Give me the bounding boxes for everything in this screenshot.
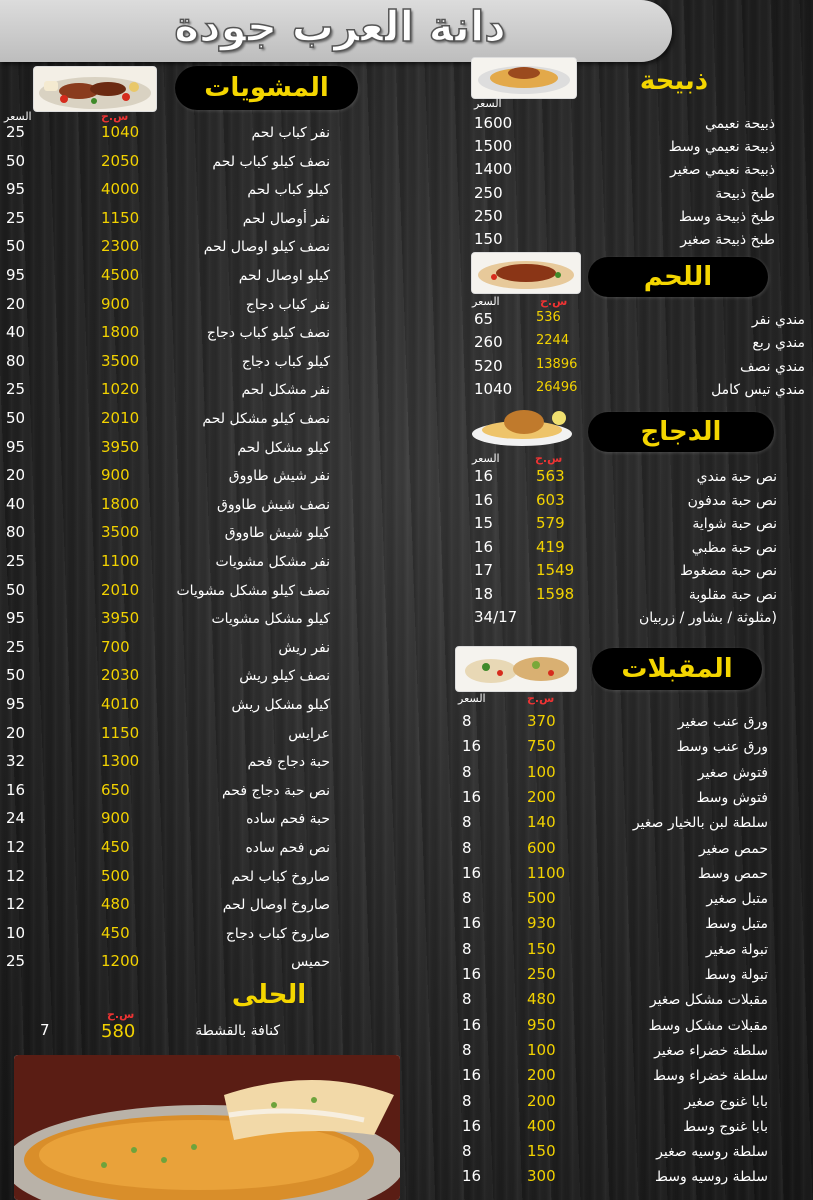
grills-item-price: 480	[101, 895, 130, 914]
grills-item-price: 500	[101, 866, 130, 885]
grills-item-name: حبة دجاج فحم	[247, 754, 330, 771]
slaughter-item	[0, 114, 813, 140]
meat-rate-header: السعر	[472, 295, 500, 308]
appetizers-item	[0, 1066, 813, 1092]
chicken-item-price: 419	[536, 537, 565, 556]
grills-item-price: 450	[101, 923, 130, 942]
appetizers-item-price: 100	[527, 1040, 556, 1059]
appetizers-item-name: ورق عنب وسط	[676, 739, 768, 756]
appetizers-item-price: 300	[527, 1167, 556, 1186]
appetizers-item-price: 140	[527, 813, 556, 832]
appetizers-item	[0, 965, 813, 991]
meat-item-rate: 520	[474, 356, 503, 375]
appetizers-item-rate: 8	[462, 712, 472, 730]
slaughter-rate-header: السعر	[474, 97, 502, 110]
appetizers-item-name: سلطة خضراء صغير	[654, 1042, 768, 1059]
grills-item-price: 1150	[101, 723, 140, 742]
sweets-heading: الحلى	[231, 980, 307, 1010]
chicken-item-rate: 16	[474, 467, 494, 485]
chicken-item	[0, 491, 813, 517]
grills-item-name: نفر كباب لحم	[251, 125, 330, 141]
appetizers-item-price: 950	[527, 1015, 556, 1034]
appetizers-item-rate: 16	[462, 787, 482, 806]
appetizers-item	[0, 1016, 813, 1042]
grills-item-name: كيلو مشكل مشويات	[211, 611, 330, 628]
appetizers-item-price: 150	[527, 1142, 556, 1161]
grills-item-name: نصف كيلو مشكل مشويات	[176, 582, 330, 599]
chicken-item-price: 563	[536, 467, 565, 485]
slaughter-item-name: طبخ ذبيحة صغير	[680, 232, 775, 248]
chicken-item-price: 603	[536, 490, 565, 509]
grills-item-name: كيلو مشكل لحم	[237, 439, 330, 456]
slaughter-item	[0, 137, 813, 163]
grills-item-price: 4010	[101, 695, 140, 713]
grills-item-rate: 20	[6, 466, 26, 485]
appetizers-item	[0, 763, 813, 789]
grills-item-rate: 95	[6, 695, 26, 713]
appetizers-item-rate: 8	[462, 939, 472, 958]
chicken-item	[0, 514, 813, 540]
appetizers-item-rate: 16	[462, 1066, 482, 1085]
grills-item-name: نصف شيش طاووق	[216, 496, 330, 513]
chicken-photo	[469, 404, 575, 448]
chicken-item	[0, 467, 813, 493]
chicken-item	[0, 561, 813, 587]
appetizers-item-price: 930	[527, 914, 556, 933]
appetizers-item	[0, 1142, 813, 1168]
grills-item-name: نصف كيلو مشكل لحم	[202, 411, 330, 427]
slaughter-item-name: ذبيحة نعيمي صغير	[669, 162, 775, 179]
meat-item-name: مندي تيس كامل	[711, 381, 805, 398]
restaurant-title: دانة العرب جودة	[174, 2, 506, 51]
meat-item	[0, 333, 813, 359]
appetizers-item-rate: 16	[462, 737, 482, 756]
appetizers-item-rate: 16	[462, 1116, 482, 1135]
appetizers-item-rate: 8	[462, 813, 472, 832]
grills-item-price: 2010	[101, 580, 140, 599]
appetizers-item-price: 100	[527, 762, 556, 781]
grills-item-rate: 95	[6, 609, 26, 628]
chicken-item-name: نص حبة مندي	[696, 469, 777, 485]
grills-item-name: نفر شيش طاووق	[228, 468, 330, 485]
grill-platter-photo	[33, 66, 157, 112]
chicken-item	[0, 582, 813, 611]
grills-item-rate: 50	[6, 666, 26, 685]
grills-item-name: صاروخ كباب لحم	[231, 868, 330, 885]
chicken-item-price: 1598	[536, 584, 575, 603]
chicken-item-name: نص حبة شواية	[692, 516, 777, 532]
appetizers-item	[0, 1117, 813, 1143]
appetizers-item-name: فتوش وسط	[696, 789, 768, 806]
appetizers-item-rate: 8	[462, 990, 472, 1009]
grills-item-name: نفر ريش	[278, 639, 330, 656]
grills-item-name: كيلو شيش طاووق	[224, 525, 330, 542]
appetizers-item-price: 1100	[527, 863, 566, 882]
appetizers-photo	[455, 646, 577, 692]
grills-item-name: كيلو كباب لحم	[247, 182, 330, 199]
chicken-item-name: نص حبة مظبي	[691, 539, 777, 556]
grills-item-price: 4500	[101, 266, 140, 284]
appetizers-item-name: فتوش صغير	[697, 764, 768, 781]
meat-item	[0, 380, 813, 406]
grills-rate-header: السعر	[4, 110, 32, 123]
grills-item-name: نفر أوصال لحم	[242, 210, 330, 227]
appetizers-item-rate: 16	[462, 965, 482, 983]
grills-item-rate: 20	[6, 294, 26, 313]
grills-item-name: كيلو اوصال لحم	[238, 268, 330, 284]
slaughter-item-price: 1600	[474, 114, 513, 132]
appetizers-item	[0, 1092, 813, 1118]
meat-item-rate: 1040	[474, 379, 513, 398]
grills-item-price: 650	[101, 780, 130, 799]
grills-item-price: 900	[101, 466, 130, 485]
appetizers-item-rate: 16	[462, 863, 482, 882]
grills-item-rate: 50	[6, 409, 26, 427]
appetizers-item-name: سلطة خضراء وسط	[652, 1068, 768, 1085]
grills-item-name: نفر كباب دجاج	[245, 296, 330, 313]
meat-item-price: 2244	[536, 333, 570, 349]
grills-item-name: كيلو مشكل ريش	[231, 697, 330, 713]
appetizers-rate-header: السعر	[458, 692, 486, 705]
grills-item-rate: 25	[6, 208, 26, 227]
meat-item-price: 13896	[536, 356, 578, 372]
grills-item-name: نص فحم ساده	[245, 840, 330, 856]
appetizers-item-price: 500	[527, 889, 556, 908]
grills-item-rate: 80	[6, 523, 26, 542]
appetizers-item-rate: 8	[462, 1040, 472, 1059]
grills-item-price: 1800	[101, 494, 140, 513]
grills-item-rate: 40	[6, 494, 26, 513]
appetizers-item-name: متبل صغير	[706, 891, 768, 908]
grills-item-price: 1100	[101, 552, 140, 570]
grills-item-price: 1150	[101, 208, 140, 227]
grills-item-name: نص حبة دجاج فحم	[221, 782, 330, 799]
grills-item-name: نصف كيلو اوصال لحم	[203, 239, 330, 256]
appetizers-item-rate: 8	[462, 1142, 472, 1161]
grills-heading: المشويات	[175, 66, 358, 110]
chicken-item-name: نص حبة مضغوط	[680, 563, 777, 579]
meat-item-price: 26496	[536, 379, 578, 395]
grills-item-rate: 12	[6, 895, 26, 914]
chicken-item-name: (مثلوثة / بشاور / زربيان	[638, 610, 777, 626]
meat-item-rate: 65	[474, 310, 494, 328]
grills-item-rate: 25	[6, 380, 26, 399]
grills-item-name: نصف كيلو كباب دجاج	[206, 325, 330, 342]
chicken-rate-header: السعر	[472, 452, 500, 465]
meat-item	[0, 310, 813, 336]
grills-item-name: نفر مشكل مشويات	[215, 554, 330, 570]
grills-item-price: 3950	[101, 437, 140, 456]
chicken-price-header: س.ح	[535, 452, 563, 465]
grills-item-rate: 10	[6, 923, 26, 942]
grills-item-price: 1800	[101, 323, 140, 342]
appetizers-item-rate: 8	[462, 1091, 472, 1110]
grills-item-name: نصف كيلو كباب لحم	[212, 153, 330, 170]
appetizers-price-header: س.ح	[527, 692, 555, 705]
appetizers-item	[0, 788, 813, 814]
grills-item-price: 2300	[101, 237, 140, 256]
grills-item-price: 3500	[101, 351, 140, 370]
grills-item-price: 3950	[101, 609, 140, 628]
grills-item-rate: 95	[6, 437, 26, 456]
appetizers-item-name: حمص صغير	[699, 840, 768, 857]
meat-item-price: 536	[536, 310, 561, 325]
appetizers-item-name: سلطة روسيه وسط	[654, 1169, 768, 1186]
appetizers-item-price: 200	[527, 1066, 556, 1085]
grills-item-rate: 12	[6, 866, 26, 885]
slaughter-item-price: 1500	[474, 137, 513, 156]
meat-item-name: مندي ربع	[752, 335, 805, 352]
grills-item-price: 1040	[101, 123, 140, 141]
grills-item-name: عرايس	[288, 725, 330, 742]
appetizers-item-price: 200	[527, 787, 556, 806]
appetizers-item	[0, 864, 813, 890]
appetizers-item-price: 750	[527, 737, 556, 756]
grills-item-rate: 25	[6, 952, 26, 971]
appetizers-item-name: تبولة وسط	[704, 967, 768, 983]
chicken-item-rate: 15	[474, 514, 494, 532]
appetizers-item-name: بابا غنوج وسط	[683, 1118, 768, 1135]
slaughter-item-name: ذبيحة نعيمي وسط	[668, 139, 775, 156]
chicken-item-rate: 18	[474, 584, 494, 603]
grills-item-price: 1300	[101, 752, 140, 771]
grills-item-rate: 25	[6, 552, 26, 570]
appetizers-item	[0, 1167, 813, 1193]
grills-item-rate: 40	[6, 323, 26, 342]
appetizers-item-price: 200	[527, 1091, 556, 1110]
chicken-item-rate: 34/17	[474, 608, 518, 626]
chicken-item-name: نص حبة مدفون	[687, 492, 777, 509]
slaughter-item	[0, 184, 813, 210]
appetizers-item-price: 480	[527, 990, 556, 1009]
grills-item-name: صاروخ كباب دجاج	[225, 925, 330, 942]
appetizers-item-rate: 16	[462, 1167, 482, 1186]
slaughter-item	[0, 207, 813, 233]
grills-item-price: 3500	[101, 523, 140, 542]
chicken-item-rate: 16	[474, 490, 494, 509]
slaughter-item-price: 150	[474, 230, 503, 248]
appetizers-item-rate: 16	[462, 1015, 482, 1034]
grills-item-name: نصف كيلو ريش	[239, 668, 330, 685]
grills-item-price: 1020	[101, 380, 140, 399]
appetizers-item	[0, 1041, 813, 1067]
sweets-item-rate: 7	[40, 1021, 50, 1039]
grills-item-rate: 50	[6, 151, 26, 170]
appetizers-item-name: مقبلات مشكل وسط	[648, 1017, 768, 1034]
grills-item-price: 2010	[101, 409, 140, 427]
chicken-heading: الدجاج	[588, 412, 774, 452]
chicken-item-price: 579	[536, 514, 565, 532]
appetizers-item-price: 600	[527, 838, 556, 857]
appetizers-item	[0, 914, 813, 940]
grills-item-price: 2030	[101, 666, 140, 685]
appetizers-item-name: سلطة لبن بالخيار صغير	[632, 815, 768, 832]
appetizers-item	[0, 712, 813, 738]
appetizers-item-name: تبولة صغير	[705, 941, 768, 958]
chicken-item-rate: 17	[474, 561, 494, 579]
meat-item-rate: 260	[474, 333, 503, 352]
chicken-item	[0, 538, 813, 564]
meat-item	[0, 357, 813, 383]
grills-item-price: 2050	[101, 151, 140, 170]
grills-item-price: 450	[101, 838, 130, 856]
appetizers-item-name: سلطة روسيه صغير	[656, 1144, 768, 1161]
grills-item-rate: 80	[6, 351, 26, 370]
appetizers-item-price: 400	[527, 1116, 556, 1135]
chicken-item-rate: 16	[474, 537, 494, 556]
meat-item-name: مندي نفر	[751, 312, 805, 328]
grills-item-rate: 24	[6, 809, 26, 828]
slaughter-heading: ذبيحة	[639, 66, 709, 96]
appetizers-item	[0, 839, 813, 865]
meat-item-name: مندي نصف	[739, 358, 805, 375]
slaughter-item-price: 250	[474, 183, 503, 202]
grills-item-name: حميس	[291, 954, 330, 971]
appetizers-item	[0, 940, 813, 966]
appetizers-item	[0, 737, 813, 763]
grills-item-price: 1200	[101, 952, 140, 971]
grills-item-rate: 95	[6, 180, 26, 199]
slaughter-item-price: 250	[474, 206, 503, 225]
grills-item-rate: 16	[6, 780, 26, 799]
grills-item-price: 4000	[101, 180, 140, 199]
grills-item-price: 900	[101, 809, 130, 828]
grills-price-header: س.ح	[101, 110, 129, 123]
chicken-item-name: نص حبة مقلوبة	[688, 586, 777, 603]
slaughter-item-name: طبخ ذبيحة وسط	[679, 208, 775, 225]
grills-item-rate: 32	[6, 752, 26, 771]
appetizers-item-name: ورق عنب صغير	[677, 714, 768, 730]
grills-item-rate: 12	[6, 838, 26, 856]
meat-heading: اللحم	[588, 257, 768, 297]
grills-item-name: حبة فحم ساده	[246, 811, 330, 828]
appetizers-item-rate: 16	[462, 914, 482, 933]
sweets-item-name: كنافة بالقشطة	[195, 1023, 280, 1039]
appetizers-item	[0, 889, 813, 915]
appetizers-heading: المقبلات	[592, 648, 762, 690]
appetizers-item	[0, 990, 813, 1016]
grills-item-name: كيلو كباب دجاج	[241, 353, 330, 370]
appetizers-item-price: 370	[527, 712, 556, 730]
grills-item-rate: 20	[6, 723, 26, 742]
slaughter-item-name: طبخ ذبيحة	[715, 185, 775, 202]
chicken-item-price: 1549	[536, 561, 575, 579]
grills-item-rate: 25	[6, 637, 26, 656]
grills-item-name: صاروخ اوصال لحم	[222, 897, 330, 914]
slaughter-item	[0, 230, 813, 256]
appetizers-item-price: 150	[527, 939, 556, 958]
grills-item-rate: 25	[6, 123, 26, 141]
chicken-item	[0, 608, 813, 634]
appetizers-item	[0, 813, 813, 839]
sweets-price-header: س.ح	[107, 1008, 135, 1021]
appetizers-item-name: مقبلات مشكل صغير	[649, 992, 768, 1009]
appetizers-item-rate: 8	[462, 889, 472, 908]
appetizers-item-name: بابا غنوج صغير	[684, 1093, 768, 1110]
appetizers-item-rate: 8	[462, 762, 472, 781]
appetizers-item-name: حمص وسط	[697, 865, 768, 882]
slaughter-item	[0, 160, 813, 186]
grills-item-price: 900	[101, 294, 130, 313]
appetizers-item-rate: 8	[462, 838, 472, 857]
meat-price-header: س.ح	[540, 295, 568, 308]
slaughter-item-name: ذبيحة نعيمي	[705, 116, 775, 132]
slaughter-item-price: 1400	[474, 160, 513, 179]
grills-item-rate: 50	[6, 580, 26, 599]
appetizers-item-price: 250	[527, 965, 556, 983]
grills-item-price: 700	[101, 637, 130, 656]
meat-photo	[471, 252, 581, 294]
grills-item-rate: 95	[6, 266, 26, 284]
sweets-item-price: 580	[101, 1021, 136, 1042]
grills-item-name: نفر مشكل لحم	[241, 382, 330, 399]
grills-item-rate: 50	[6, 237, 26, 256]
appetizers-item-name: متبل وسط	[705, 916, 768, 933]
slaughter-photo	[471, 57, 577, 99]
